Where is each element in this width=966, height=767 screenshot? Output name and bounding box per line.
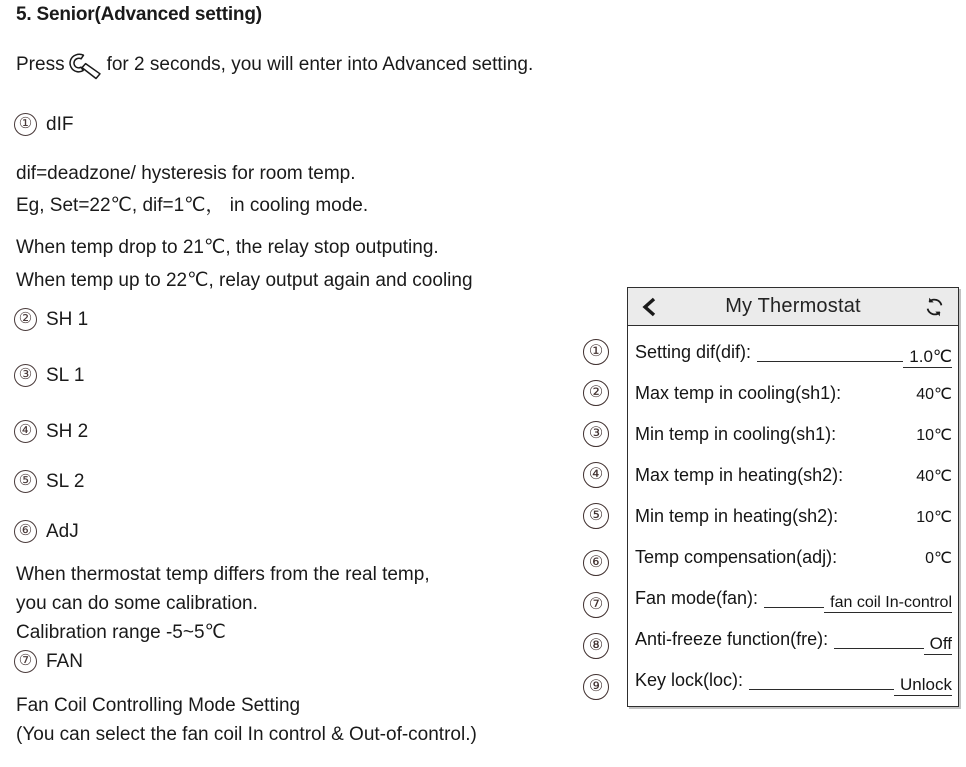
thermostat-settings-panel: [627, 287, 959, 707]
section-body-dif-line-2: Eg, Set=22℃, dif=1℃， in cooling mode.: [16, 195, 369, 216]
setting-spacer-temp-compensation: [837, 537, 919, 578]
circled-number-5: ⑤: [14, 470, 37, 493]
panel-header: [628, 288, 958, 326]
panel-body: [628, 326, 958, 701]
index-marker-6: ⑥: [583, 550, 609, 576]
setting-value-anti-freeze: Off: [924, 634, 952, 655]
setting-spacer-min-cooling: [836, 414, 910, 455]
circled-number-1: ①: [14, 113, 37, 136]
index-marker-4: ④: [583, 462, 609, 488]
setting-label-anti-freeze: Anti-freeze function(fre):: [635, 629, 829, 649]
panel-title: My Thermostat: [725, 295, 861, 317]
setting-row-min-heating[interactable]: [628, 496, 958, 537]
section-body-adj-line-3: Calibration range -5~5℃: [16, 622, 226, 643]
page-title: 5. Senior(Advanced setting): [16, 4, 262, 25]
setting-label-min-heating: Min temp in heating(sh2):: [635, 506, 839, 526]
section-heading-adj: [14, 520, 79, 543]
setting-underline-anti-freeze: [828, 619, 924, 660]
index-marker-3: ③: [583, 421, 609, 447]
refresh-icon[interactable]: [923, 295, 946, 318]
setting-value-key-lock: Unlock: [894, 675, 952, 696]
setting-value-dif: 1.0℃: [903, 347, 952, 368]
setting-value-min-heating: 10℃: [916, 508, 952, 526]
setting-row-max-cooling[interactable]: [628, 373, 958, 414]
setting-row-fan-mode[interactable]: [628, 578, 958, 619]
section-title-fan: FAN: [46, 650, 83, 672]
setting-row-anti-freeze[interactable]: [628, 619, 958, 660]
press-instruction-line: [16, 50, 533, 80]
section-title-sh1: SH 1: [46, 308, 89, 330]
section-heading-sl1: [14, 364, 84, 387]
setting-row-max-heating[interactable]: [628, 455, 958, 496]
setting-row-dif[interactable]: [628, 332, 958, 373]
setting-label-temp-compensation: Temp compensation(adj):: [635, 547, 838, 567]
section-body-fan-line-1: Fan Coil Controlling Mode Setting: [16, 695, 301, 716]
setting-value-max-heating: 40℃: [916, 467, 952, 485]
circled-number-6: ⑥: [14, 520, 37, 543]
section-body-adj-line-1: When thermostat temp differs from the real temp,: [16, 564, 430, 585]
setting-label-min-cooling: Min temp in cooling(sh1):: [635, 424, 837, 444]
setting-row-key-lock[interactable]: [628, 660, 958, 701]
press-prefix: Press: [16, 54, 65, 75]
section-body-dif-line-3: When temp drop to 21℃, the relay stop outputing.: [16, 237, 439, 258]
section-title-adj: AdJ: [46, 520, 79, 542]
setting-value-temp-compensation: 0℃: [925, 549, 952, 567]
circled-number-2: ②: [14, 308, 37, 331]
section-heading-sh2: [14, 420, 88, 443]
press-suffix: for 2 seconds, you will enter into Advanced setting.: [106, 54, 534, 75]
setting-spacer-min-heating: [838, 496, 910, 537]
setting-underline-dif: [751, 332, 903, 373]
section-body-dif-line-1: dif=deadzone/ hysteresis for room temp.: [16, 163, 356, 184]
section-body-dif-line-4: When temp up to 22℃, relay output again and cooling: [16, 270, 473, 291]
index-marker-5: ⑤: [583, 503, 609, 529]
section-body-fan-line-2: (You can select the fan coil In control & Out-of-control.): [16, 724, 477, 745]
section-title-sh2: SH 2: [46, 420, 89, 442]
section-heading-sh1: [14, 308, 88, 331]
index-marker-7: ⑦: [583, 592, 609, 618]
index-marker-1: ①: [583, 339, 609, 365]
setting-row-min-cooling[interactable]: [628, 414, 958, 455]
section-heading-dif: [14, 113, 73, 136]
section-title-sl2: SL 2: [46, 470, 85, 492]
section-heading-sl2: [14, 470, 84, 493]
setting-label-key-lock: Key lock(loc):: [635, 670, 744, 690]
index-marker-8: ⑧: [583, 633, 609, 659]
back-chevron-icon[interactable]: [639, 296, 661, 318]
section-title-sl1: SL 1: [46, 364, 85, 386]
section-title-dif: dIF: [46, 113, 74, 135]
index-marker-9: ⑨: [583, 674, 609, 700]
setting-underline-fan-mode: [758, 578, 824, 619]
section-body-adj-line-2: you can do some calibration.: [16, 593, 258, 614]
setting-label-max-heating: Max temp in heating(sh2):: [635, 465, 844, 485]
setting-value-min-cooling: 10℃: [916, 426, 952, 444]
setting-value-max-cooling: 40℃: [916, 385, 952, 403]
setting-label-max-cooling: Max temp in cooling(sh1):: [635, 383, 842, 403]
setting-label-fan-mode: Fan mode(fan):: [635, 588, 759, 608]
section-heading-fan: [14, 650, 83, 673]
setting-row-temp-compensation[interactable]: [628, 537, 958, 578]
circled-number-4: ④: [14, 420, 37, 443]
setting-spacer-max-heating: [843, 455, 910, 496]
circled-number-3: ③: [14, 364, 37, 387]
setting-label-dif: Setting dif(dif):: [635, 342, 752, 362]
setting-spacer-max-cooling: [841, 373, 910, 414]
circled-number-7: ⑦: [14, 650, 37, 673]
setting-value-fan-mode: fan coil In-control: [824, 594, 952, 613]
index-marker-2: ②: [583, 380, 609, 406]
wrench-icon: [65, 52, 105, 82]
setting-underline-key-lock: [743, 660, 894, 701]
